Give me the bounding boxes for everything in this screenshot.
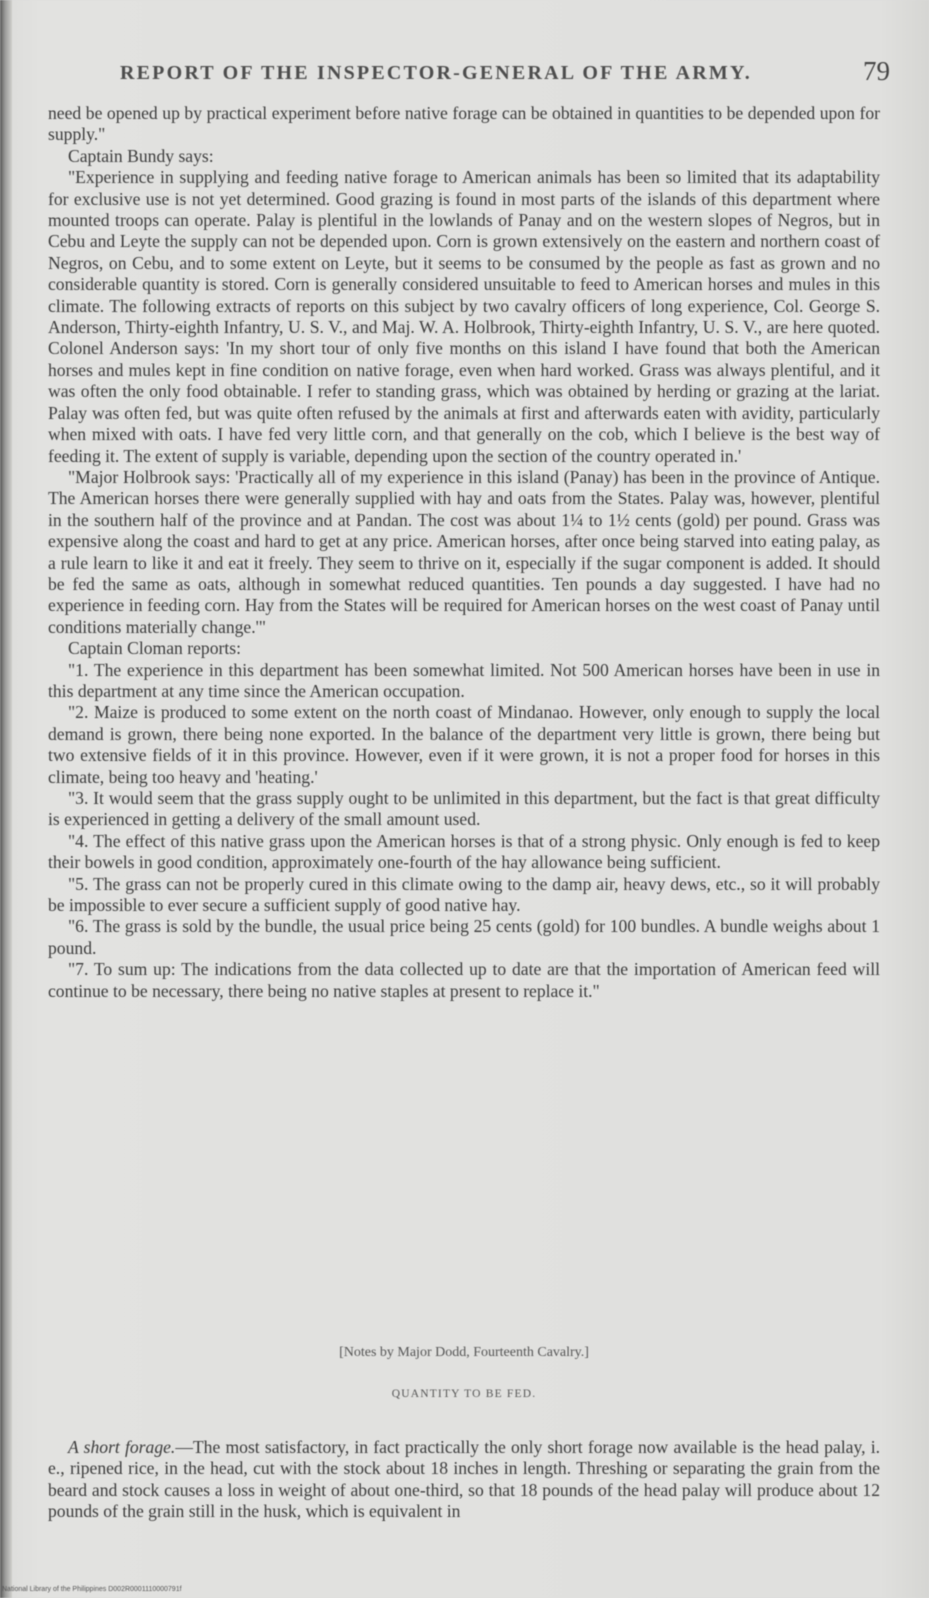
running-head xyxy=(120,56,890,92)
paragraph: "Major Holbrook says: 'Practically all of my experience in this island (Panay) has been in the province of Antique. The American horses there were generally supplied with hay and oats from the States. Palay was, however, plentiful in the southern half of the province and at Pandan. The cost was about 1¼ to 1½ cents (gold) per pound. Grass was expensive along the coast and hard to get at any price. American horses, after once being starved into eating palay, as a rule learn to like it and eat it freely. They seem to thrive on it, especially if the sugar component is added. It should be fed the same as oats, although in somewhat reduced quantities. Ten pounds a day suggested. I have had no experience in feeding corn. Hay from the States will be required for American horses on the west coast of Panay until conditions materially change.'" xyxy=(48,466,880,637)
scan-footer: National Library of the Philippines D002R0001110000791f xyxy=(2,1586,182,1593)
section-body xyxy=(48,1437,880,1523)
paragraph: need be opened up by practical experiment before native forage can be obtained in quantities to be depended upon for supply." xyxy=(48,103,880,145)
running-head-title: REPORT OF THE INSPECTOR-GENERAL OF THE ARMY. xyxy=(120,62,752,84)
paragraph: "5. The grass can not be properly cured in this climate owing to the damp air, heavy dews, etc., so it will probably be impossible to ever secure a sufficient supply of good native hay. xyxy=(48,873,880,916)
note-heading: [Notes by Major Dodd, Fourteenth Cavalry.] xyxy=(339,1345,589,1360)
paragraph: "4. The effect of this native grass upon the American horses is that of a strong physic. Only enough is fed to keep their bowels in good condition, approximately one-fourth of the hay allowance being sufficient. xyxy=(48,830,880,873)
paragraph: "2. Maize is produced to some extent on the north coast of Mindanao. However, only enough to supply the local demand is grown, there being none exported. In the balance of the department very little is grown, there being but two extensive fields of it in this province. However, even if it were grown, it is not a proper food for horses in this climate, being too heavy and 'heating.' xyxy=(48,702,880,787)
page-number: 79 xyxy=(863,56,890,86)
paragraph-lead: A short forage. xyxy=(68,1437,176,1457)
section-heading: QUANTITY TO BE FED. xyxy=(391,1388,537,1400)
paragraph xyxy=(48,1437,880,1523)
paragraph: "1. The experience in this department has been somewhat limited. Not 500 American horses have been in use in this department at any time since the American occupation. xyxy=(48,659,880,701)
paragraph: "6. The grass is sold by the bundle, the usual price being 25 cents (gold) for 100 bundles. A bundle weighs about 1 pound. xyxy=(48,916,880,958)
paragraph: "Experience in supplying and feeding native forage to American animals has been so limited that its adaptability for exclusive use is not yet determined. Good grazing is found in most parts of the islands of this department where mounted troops can operate. Palay is plentiful in the lowlands of Panay and on the western slopes of Negros, but in Cebu and Leyte the supply can not be depended upon. Corn is grown extensively on the eastern and northern coast of Negros, on Cebu, and to some extent on Leyte, but it seems to be consumed by the people as fast as grown and no considerable quantity is stored. Corn is generally considered unsuitable to feed to American horses and mules in this climate. The following extracts of reports on this subject by two cavalry officers of long experience, Col. George S. Anderson, Thirty-eighth Infantry, U. S. V., and Maj. W. A. Holbrook, Thirty-eighth Infantry, U. S. V., are here quoted. Colonel Anderson says: 'In my short tour of only five months on this island I have found that both the American horses and mules kept in fine condition on native forage, even when hard worked. Grass was always plentiful, and it was often the only food obtainable. I refer to standing grass, which was obtained by herding or grazing at the lariat. Palay was often fed, but was quite often refused by the animals at first and afterwards eaten with avidity, particularly when mixed with oats. I have fed very little corn, and that generally on the cob, which I believe is the best way of feeding it. The extent of supply is variable, depending upon the section of the country operated in.' xyxy=(48,167,880,466)
body-text xyxy=(48,103,880,1002)
paragraph: Captain Cloman reports: xyxy=(68,638,241,659)
paragraph: "3. It would seem that the grass supply ought to be unlimited in this department, but the fact is that great difficulty is experienced in getting a delivery of the small amount used. xyxy=(48,788,880,830)
paragraph: Captain Bundy says: xyxy=(68,145,214,166)
page-binding-edge xyxy=(0,0,12,1598)
paragraph-text: —The most satisfactory, in fact practically the only short forage now available is the head palay, i. e., ripened rice, in the head, cut with the stock about 18 inches in length. Threshing or separating the grain from the beard and stock causes a loss in weight of about one-third, so that 18 pounds of the head palay will produce about 12 pounds of the grain still in the husk, which is equivalent in xyxy=(48,1437,880,1522)
paragraph: "7. To sum up: The indications from the data collected up to date are that the importation of American feed will continue to be necessary, there being no native staples at present to replace it." xyxy=(48,959,880,1001)
